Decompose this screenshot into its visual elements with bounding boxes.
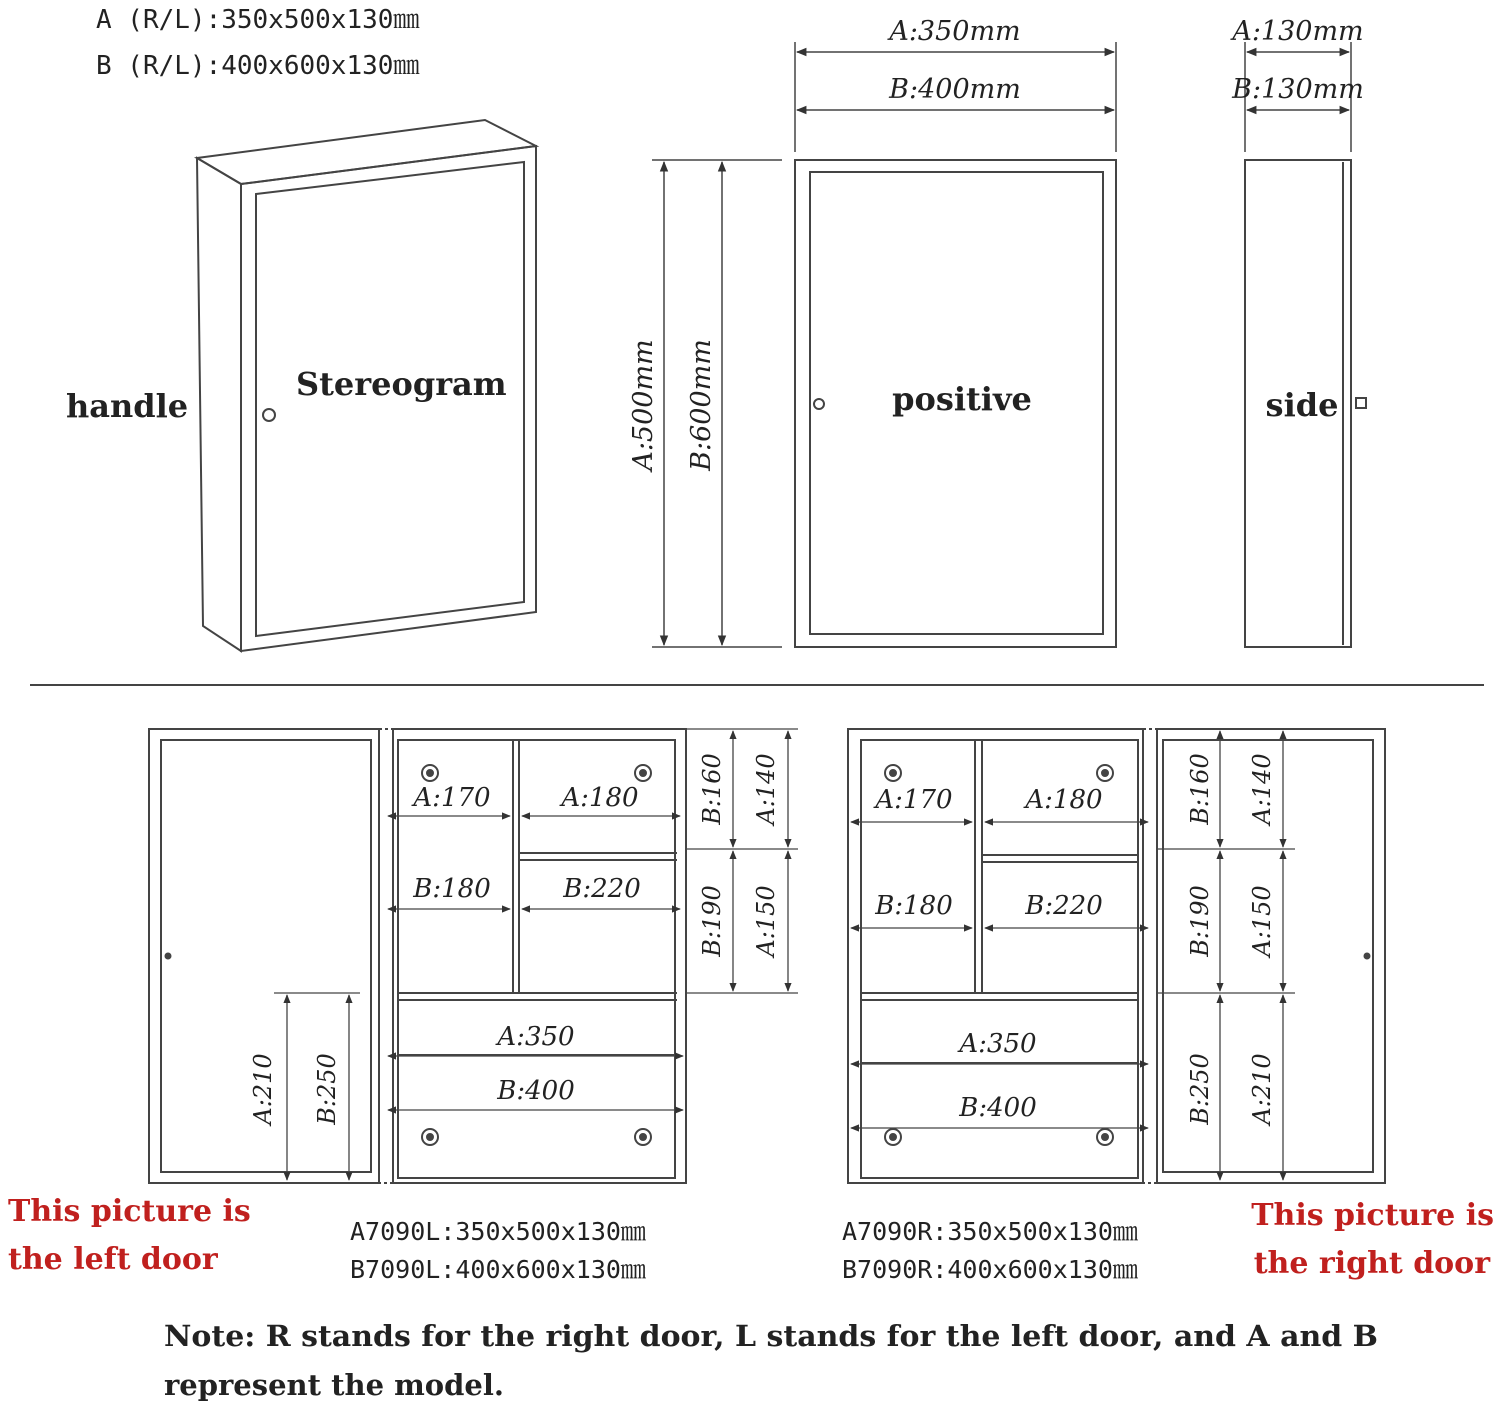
left-b250: B:250 [313,1053,341,1125]
height-dimensions [652,160,782,647]
handle-label: handle [66,387,189,425]
height-a-label: A:500mm [628,339,659,471]
right-b400: B:400 [959,1093,1037,1123]
right-b220: B:220 [1025,891,1103,921]
left-b400: B:400 [497,1076,575,1106]
right-cabinet-dimension-labels [873,753,1276,1126]
right-caption-line1: This picture is [1251,1198,1494,1233]
height-b-label: B:600mm [686,339,717,471]
depth-b-label: B:130mm [1232,74,1364,105]
left-b190: B:190 [698,885,726,957]
positive-label: positive [892,380,1032,418]
cabinet-side-face [197,158,241,651]
right-a350: A:350 [959,1029,1037,1059]
note-line2: represent the model. [164,1368,504,1402]
width-a-label: A:350mm [889,16,1021,47]
right-b160: B:160 [1186,753,1214,825]
left-caption-line1: This picture is [8,1194,251,1229]
left-b180: B:180 [413,874,491,904]
left-hinge-strip [379,729,393,1183]
left-a350: A:350 [497,1022,575,1052]
right-a140: A:140 [1248,753,1276,825]
right-a210: A:210 [1248,1053,1276,1125]
model-b-size: B (R/L):400x600x130㎜ [96,51,420,81]
left-caption-line2: the left door [8,1242,218,1277]
width-b-label: B:400mm [889,74,1021,105]
left-model-a: A7090L:350x500x130㎜ [350,1217,646,1246]
right-a170: A:170 [875,785,953,815]
door-knob [263,409,275,421]
stereogram-label: Stereogram [296,365,507,403]
right-door-caption [1251,1198,1494,1281]
left-cabinet-dimension-labels [249,753,780,1126]
side-label: side [1265,386,1339,424]
left-a180: A:180 [561,783,639,813]
side-handle-mark [1356,398,1366,408]
right-hinge-strip [1143,729,1157,1183]
right-b250: B:250 [1186,1053,1214,1125]
right-b190: B:190 [1186,885,1214,957]
left-a150: A:150 [752,885,780,957]
depth-a-label: A:130mm [1232,16,1364,47]
right-caption-line2: the right door [1253,1246,1490,1281]
model-a-size: A (R/L):350x500x130㎜ [96,5,420,35]
note-line1: Note: R stands for the right door, L stands for the left door, and A and B [164,1319,1378,1353]
model-note [164,1319,1378,1402]
left-model-b: B7090L:400x600x130㎜ [350,1255,646,1284]
right-model-a: A7090R:350x500x130㎜ [842,1217,1138,1246]
left-a210: A:210 [249,1053,277,1125]
left-b220: B:220 [563,874,641,904]
right-a180: A:180 [1025,785,1103,815]
model-size-header [96,5,420,81]
right-b180: B:180 [875,891,953,921]
right-model-codes [842,1217,1139,1284]
left-door-caption [8,1194,251,1277]
left-a170: A:170 [413,783,491,813]
right-a150: A:150 [1248,885,1276,957]
right-model-b: B7090R:400x600x130㎜ [842,1255,1138,1284]
left-model-codes [350,1217,647,1284]
left-a140: A:140 [752,753,780,825]
left-b160: B:160 [698,753,726,825]
front-knob [814,399,824,409]
